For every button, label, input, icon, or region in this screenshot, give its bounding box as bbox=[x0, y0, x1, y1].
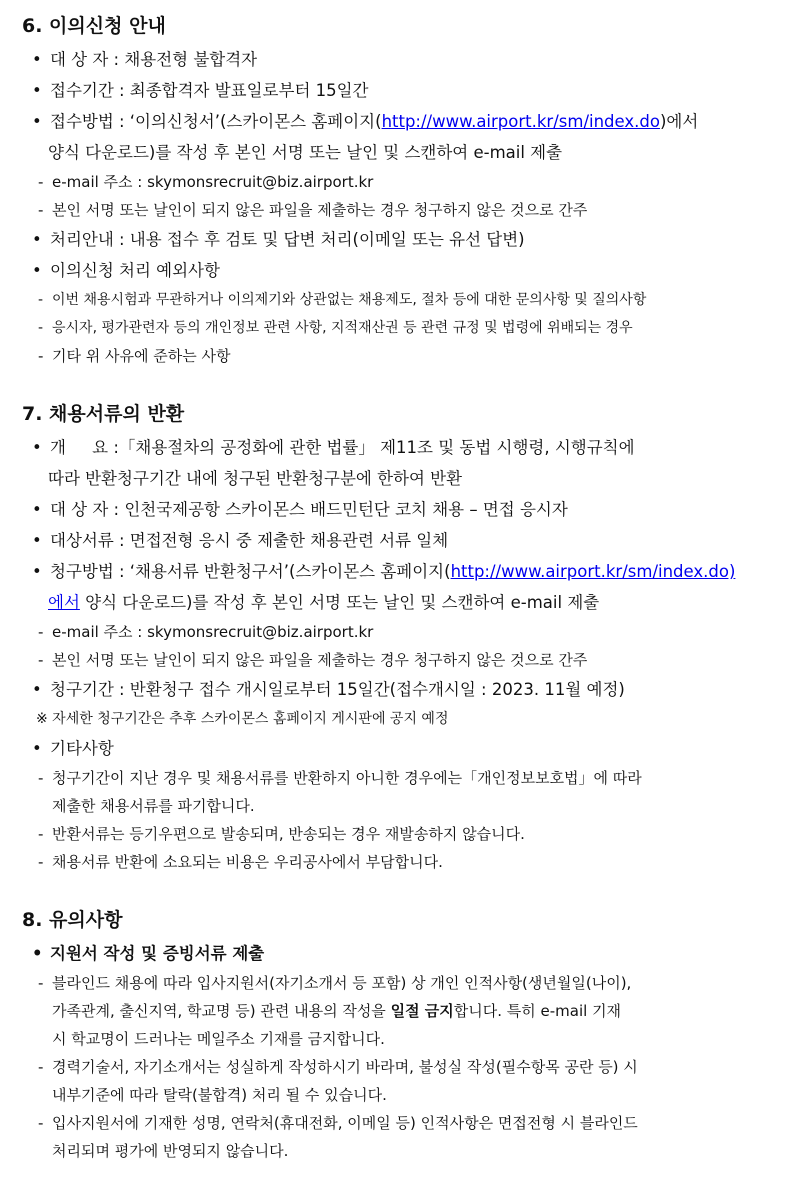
s8-item-2: - 경력기술서, 자기소개서는 성실하게 작성하시기 바라며, 불성실 작성(필수항목 공란 등) 시 내부기준에 따라 탈락(불합격) 처리 될 수 있습니다. bbox=[22, 1053, 786, 1109]
s7-etc-2: - 반환서류는 등기우편으로 발송되며, 반송되는 경우 재발송하지 않습니다. bbox=[22, 820, 786, 848]
s6-sign: - 본인 서명 또는 날인이 되지 않은 파일을 제출하는 경우 청구하지 않은 것으로 간주 bbox=[22, 196, 786, 224]
s6-process: • 처리안내 : 내용 접수 후 검토 및 답변 처리(이메일 또는 유선 답변) bbox=[22, 224, 786, 255]
s7-overview: • 개 요 :「채용절차의 공정화에 관한 법률」 제11조 및 동법 시행령, 시행규칙에 따라 반환청구기간 내에 청구된 반환청구분에 한하여 반환 bbox=[22, 432, 786, 494]
s7-period: • 청구기간 : 반환청구 접수 개시일로부터 15일간(접수개시일 : 2023. 11월 예정) bbox=[22, 674, 786, 705]
s7-target: • 대 상 자 : 인천국제공항 스카이몬스 배드민턴단 코치 채용 – 면접 응시자 bbox=[22, 494, 786, 525]
s7-note: ※ 자세한 청구기간은 추후 스카이몬스 홈페이지 게시판에 공지 예정 bbox=[36, 711, 449, 727]
s7-etc-3: - 채용서류 반환에 소요되는 비용은 우리공사에서 부담합니다. bbox=[22, 848, 786, 876]
s6-except-3: - 기타 위 사유에 준하는 사항 bbox=[22, 342, 786, 370]
s8-item-1: - 블라인드 채용에 따라 입사지원서(자기소개서 등 포함) 상 개인 인적사항(생년월일(나이), 가족관계, 출신지역, 학교명 등) 관련 내용의 작성을 일절 금지합니다. 특히 e-mail 기재 시 학교명이 드러나는 메일주소 기재를 금지합니다. bbox=[22, 969, 786, 1053]
s6-target: • 대 상 자 : 채용전형 불합격자 bbox=[22, 44, 786, 75]
section-6-title: 6. 이의신청 안내 bbox=[22, 15, 166, 37]
s7-method: • 청구방법 : ‘채용서류 반환청구서’(스카이몬스 홈페이지(http://www.airport.kr/sm/index.do) 에서 양식 다운로드)를 작성 후 본인 서명 또는 날인 및 스캔하여 e-mail 제출 bbox=[22, 556, 786, 618]
s7-docs: • 대상서류 : 면접전형 응시 중 제출한 채용관련 서류 일체 bbox=[22, 525, 786, 556]
section-7-title: 7. 채용서류의 반환 bbox=[22, 403, 185, 425]
s7-sign: - 본인 서명 또는 날인이 되지 않은 파일을 제출하는 경우 청구하지 않은 것으로 간주 bbox=[22, 646, 786, 674]
s6-except-1: - 이번 채용시험과 무관하거나 이의제기와 상관없는 채용제도, 절차 등에 대한 문의사항 및 질의사항 bbox=[22, 286, 786, 314]
section-8-title: 8. 유의사항 bbox=[22, 909, 123, 931]
s6-method: • 접수방법 : ‘이의신청서’(스카이몬스 홈페이지(http://www.airport.kr/sm/index.do)에서 양식 다운로드)를 작성 후 본인 서명 또는 날인 및 스캔하여 e-mail 제출 bbox=[22, 106, 786, 168]
s6-period: • 접수기간 : 최종합격자 발표일로부터 15일간 bbox=[22, 75, 786, 106]
homepage-link-tail[interactable]: 에서 bbox=[48, 593, 80, 612]
s8-sub-title: • 지원서 작성 및 증빙서류 제출 bbox=[22, 938, 786, 969]
s6-except-2: - 응시자, 평가관련자 등의 개인정보 관련 사항, 지적재산권 등 관련 규정 및 법령에 위배되는 경우 bbox=[22, 314, 786, 342]
s6-except-title: • 이의신청 처리 예외사항 bbox=[22, 255, 786, 286]
s7-email: - e-mail 주소 : skymonsrecruit@biz.airport.kr bbox=[22, 618, 786, 646]
homepage-link[interactable]: http://www.airport.kr/sm/index.do) bbox=[450, 562, 736, 581]
s6-email: - e-mail 주소 : skymonsrecruit@biz.airport.kr bbox=[22, 168, 786, 196]
s7-etc-title: • 기타사항 bbox=[22, 733, 786, 764]
homepage-link[interactable]: http://www.airport.kr/sm/index.do bbox=[381, 112, 660, 131]
s7-etc-1: - 청구기간이 지난 경우 및 채용서류를 반환하지 아니한 경우에는「개인정보보호법」에 따라 제출한 채용서류를 파기합니다. bbox=[22, 764, 786, 820]
s8-item-3: - 입사지원서에 기재한 성명, 연락처(휴대전화, 이메일 등) 인적사항은 면접전형 시 블라인드 처리되며 평가에 반영되지 않습니다. bbox=[22, 1109, 786, 1165]
